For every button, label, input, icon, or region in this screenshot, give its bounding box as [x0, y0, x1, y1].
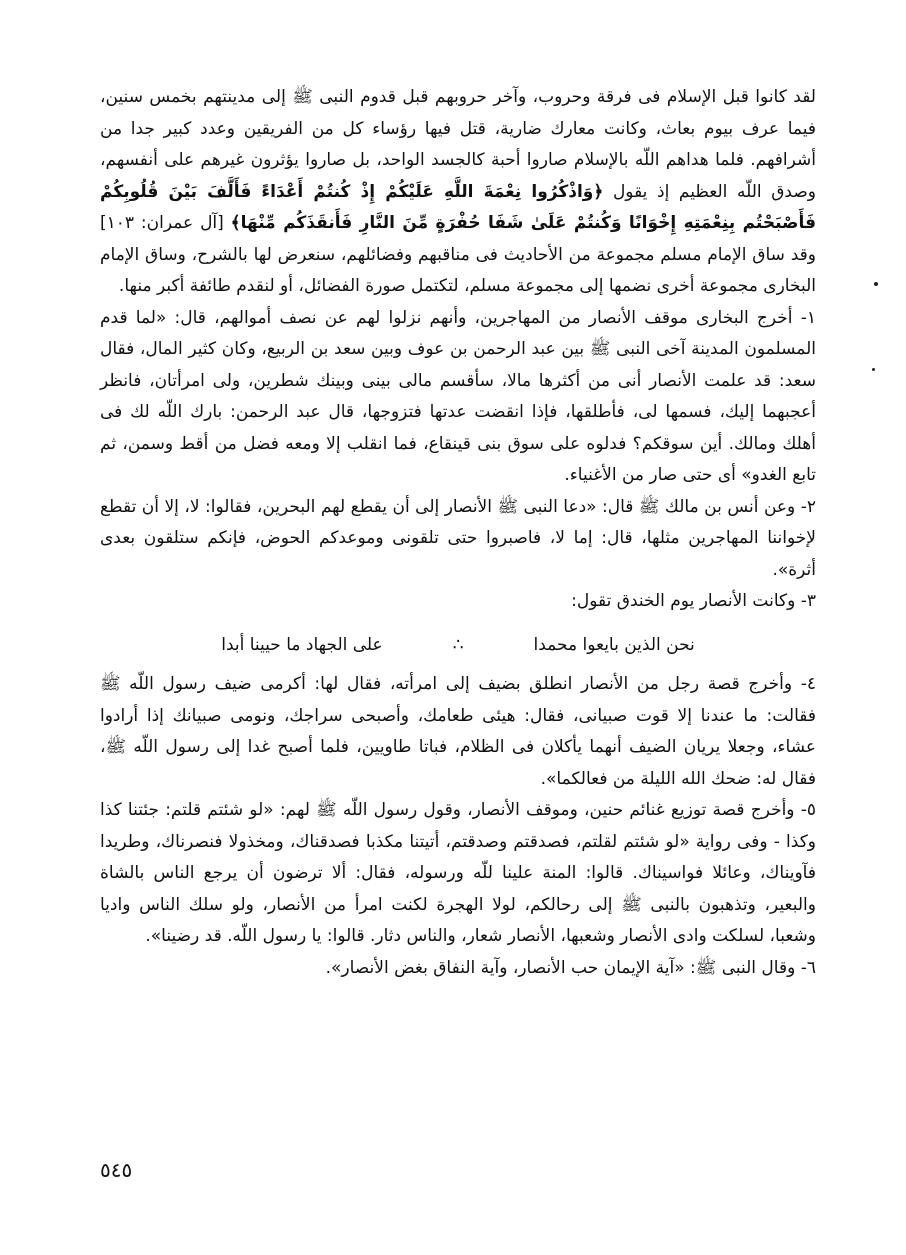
verse-first-half: نحن الذين بايعوا محمدا	[533, 634, 695, 655]
margin-dot	[872, 368, 875, 371]
hadith-item-6: ٦- وقال النبى ﷺ: «آية الإيمان حب الأنصار، وآية النفاق بغض الأنصار».	[325, 957, 816, 978]
hadith-item-3: ٣- وكانت الأنصار يوم الخندق تقول:	[571, 591, 816, 611]
intro-paragraph	[100, 82, 816, 303]
poem-verse	[100, 630, 816, 662]
verse-second-half: على الجهاد ما حيينا أبدا	[221, 634, 383, 655]
hadith-item-1: ١- أخرج البخارى موقف الأنصار من المهاجرين، وأنهم نزلوا لهم عن نصف أموالهم، قال: «لما قدم المسلمون المدينة آخى النبى ﷺ بين عبد الرحمن بن عوف وبين سعد بن الربيع، وكان كثير المال، فقال سعد: قد علمت الأنصار أنى من أكثرها مالا، سأقسم مالى بينى وبينك شطرين، ولى امرأتان، فانظر أعجبهما إليك، فسمها لى، فأطلقها، فإذا انقضت عدتها فتزوجها، قال عبد الرحمن: بارك اللّه لك فى أهلك ومالك. أين سوقكم؟ فدلوه على سوق بنى قينقاع، فما انقلب إلا ومعه فضل من أقط وسمن، ثم تابع الغدو» أى حتى صار من الأغنياء.	[100, 307, 816, 485]
intro-text-2: [آل عمران: ١٠٣] وقد ساق الإمام مسلم مجموعة من الأحاديث فى مناقبهم وفضائلهم، سنعرض لها بالشرح، وساق الإمام البخارى مجموعة أخرى نضمها إلى مجموعة مسلم، لتكتمل صورة الفضائل، أو لنقدم طائفة أكبر منها.	[100, 213, 816, 296]
margin-dot	[874, 282, 878, 286]
page-body	[100, 82, 816, 984]
intro-text-1: لقد كانوا قبل الإسلام فى فرقة وحروب، وآخر حروبهم قبل قدوم النبى ﷺ إلى مدينتهم بخمس سنين، فيما عرف بيوم بعاث، وكانت معارك ضارية، قتل فيها رؤساء كل من الفريقين وعدد كبير جدا من أشرافهم. فلما هداهم اللّه بالإسلام صاروا أحبة كالجسد الواحد، بل صاروا يؤثرون غيرهم على أنفسهم، وصدق اللّه العظيم إذ يقول	[100, 87, 816, 202]
verse-separator: ∴	[452, 634, 464, 655]
page-number: ٥٤٥	[100, 1158, 133, 1182]
hadith-item-4: ٤- وأخرج قصة رجل من الأنصار انطلق بضيف إلى امرأته، فقال لها: أكرمى ضيف رسول اللّه ﷺ فقالت: ما عندنا إلا قوت صبيانى، فقال: هيئى طعامك، وأصبحى سراجك، ونومى صبيانك إذا أرادوا عشاء، وجعلا يريان الضيف أنهما يأكلان فى الظلام، فباتا طاويين، فلما أصبح غدا إلى رسول اللّه ﷺ، فقال له: ضحك الله الليلة من فعالكما».	[100, 674, 816, 789]
hadith-item-5: ٥- وأخرج قصة توزيع غنائم حنين، وموقف الأنصار، وقول رسول اللّه ﷺ لهم: «لو شئتم قلتم: جئتنا كذا وكذا - وفى رواية «لو شئتم لقلتم، فصدقتم وصدقتم، أتيتنا مكذبا فصدقناك، ومخذولا فنصرناك، وطريدا فآويناك، وعائلا فواسيناك. قالوا: المنة علينا للّه ورسوله، فقال: ألا ترضون أن يرجع الناس بالشاة والبعير، وتذهبون بالنبى ﷺ إلى رحالكم، لولا الهجرة لكنت امرأ من الأنصار، ولو سلك الناس واديا وشعبا، لسلكت وادى الأنصار وشعبها، الأنصار شعار، والناس دثار. قالوا: يا رسول اللّه. قد رضينا».	[100, 800, 816, 946]
hadith-item-2: ٢- وعن أنس بن مالك ﷺ قال: «دعا النبى ﷺ الأنصار إلى أن يقطع لهم البحرين، فقالوا: لا، إلا أن تقطع لإخواننا المهاجرين مثلها، قال: إما لا، فاصبروا حتى تلقونى وموعدكم الحوض، فإنكم ستلقون بعدى أثرة».	[100, 496, 817, 580]
quran-verse: ﴿وَاذْكُرُوا نِعْمَةَ اللَّهِ عَلَيْكُمْ إِذْ كُنتُمْ أَعْدَاءً فَأَلَّفَ بَيْنَ قُلُوبِكُمْ فَأَصْبَحْتُم بِنِعْمَتِهِ إِخْوَانًا وَكُنتُمْ عَلَىٰ شَفَا حُفْرَةٍ مِّنَ النَّارِ فَأَنقَذَكُم مِّنْهَا﴾	[100, 181, 816, 233]
